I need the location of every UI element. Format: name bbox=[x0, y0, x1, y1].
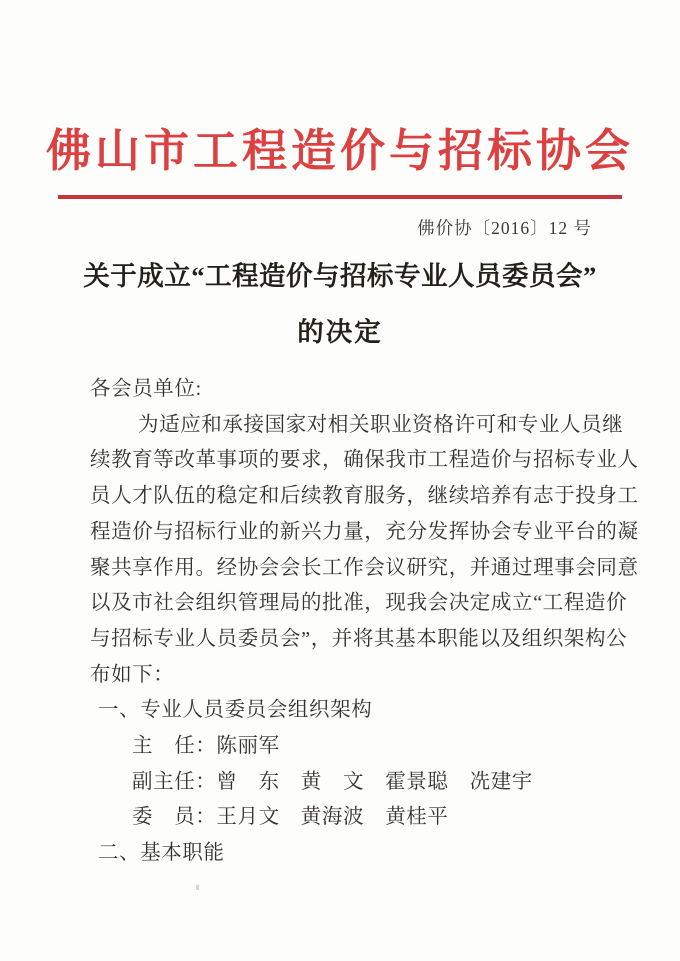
letterhead-org-name: 佛山市工程造价与招标协会 bbox=[45, 126, 634, 176]
body-line: 为适应和承接国家对相关职业资格许可和专业人员继 bbox=[138, 413, 624, 436]
section-heading-2: 二、基本职能 bbox=[98, 842, 225, 865]
document-body bbox=[90, 372, 639, 872]
document-title-line2: 的决定 bbox=[297, 317, 383, 347]
roster-deputy-directors-line: 副主任：曾 东 黄 文 霍景聪 冼建宇 bbox=[132, 770, 533, 793]
roster-director-line: 主 任：陈丽军 bbox=[132, 735, 280, 758]
scan-artifact bbox=[196, 885, 199, 890]
body-line: 布如下： bbox=[90, 663, 175, 686]
body-line: 以及市社会组织管理局的批准，现我会决定成立“工程造价 bbox=[90, 592, 628, 615]
body-line: 续教育等改革事项的要求，确保我市工程造价与招标专业人 bbox=[90, 449, 639, 472]
salutation-line: 各会员单位: bbox=[90, 378, 202, 400]
document-title-line1: 关于成立“工程造价与招标专业人员委员会” bbox=[83, 261, 597, 291]
body-line: 员人才队伍的稳定和后续教育服务，继续培养有志于投身工 bbox=[90, 485, 639, 508]
body-line: 与招标专业人员委员会”，并将其基本职能以及组织架构公 bbox=[90, 627, 628, 650]
section-heading-1: 一、专业人员委员会组织架构 bbox=[98, 699, 373, 722]
roster-members-line: 委 员：王月文 黄海波 黄桂平 bbox=[132, 806, 449, 829]
document-reference-number: 佛价协〔2016〕12 号 bbox=[417, 218, 592, 238]
letterhead-red-rule bbox=[58, 195, 622, 199]
body-line: 程造价与招标行业的新兴力量，充分发挥协会专业平台的凝 bbox=[90, 520, 639, 543]
body-line: 聚共享作用。经协会会长工作会议研究，并通过理事会同意 bbox=[90, 556, 639, 579]
